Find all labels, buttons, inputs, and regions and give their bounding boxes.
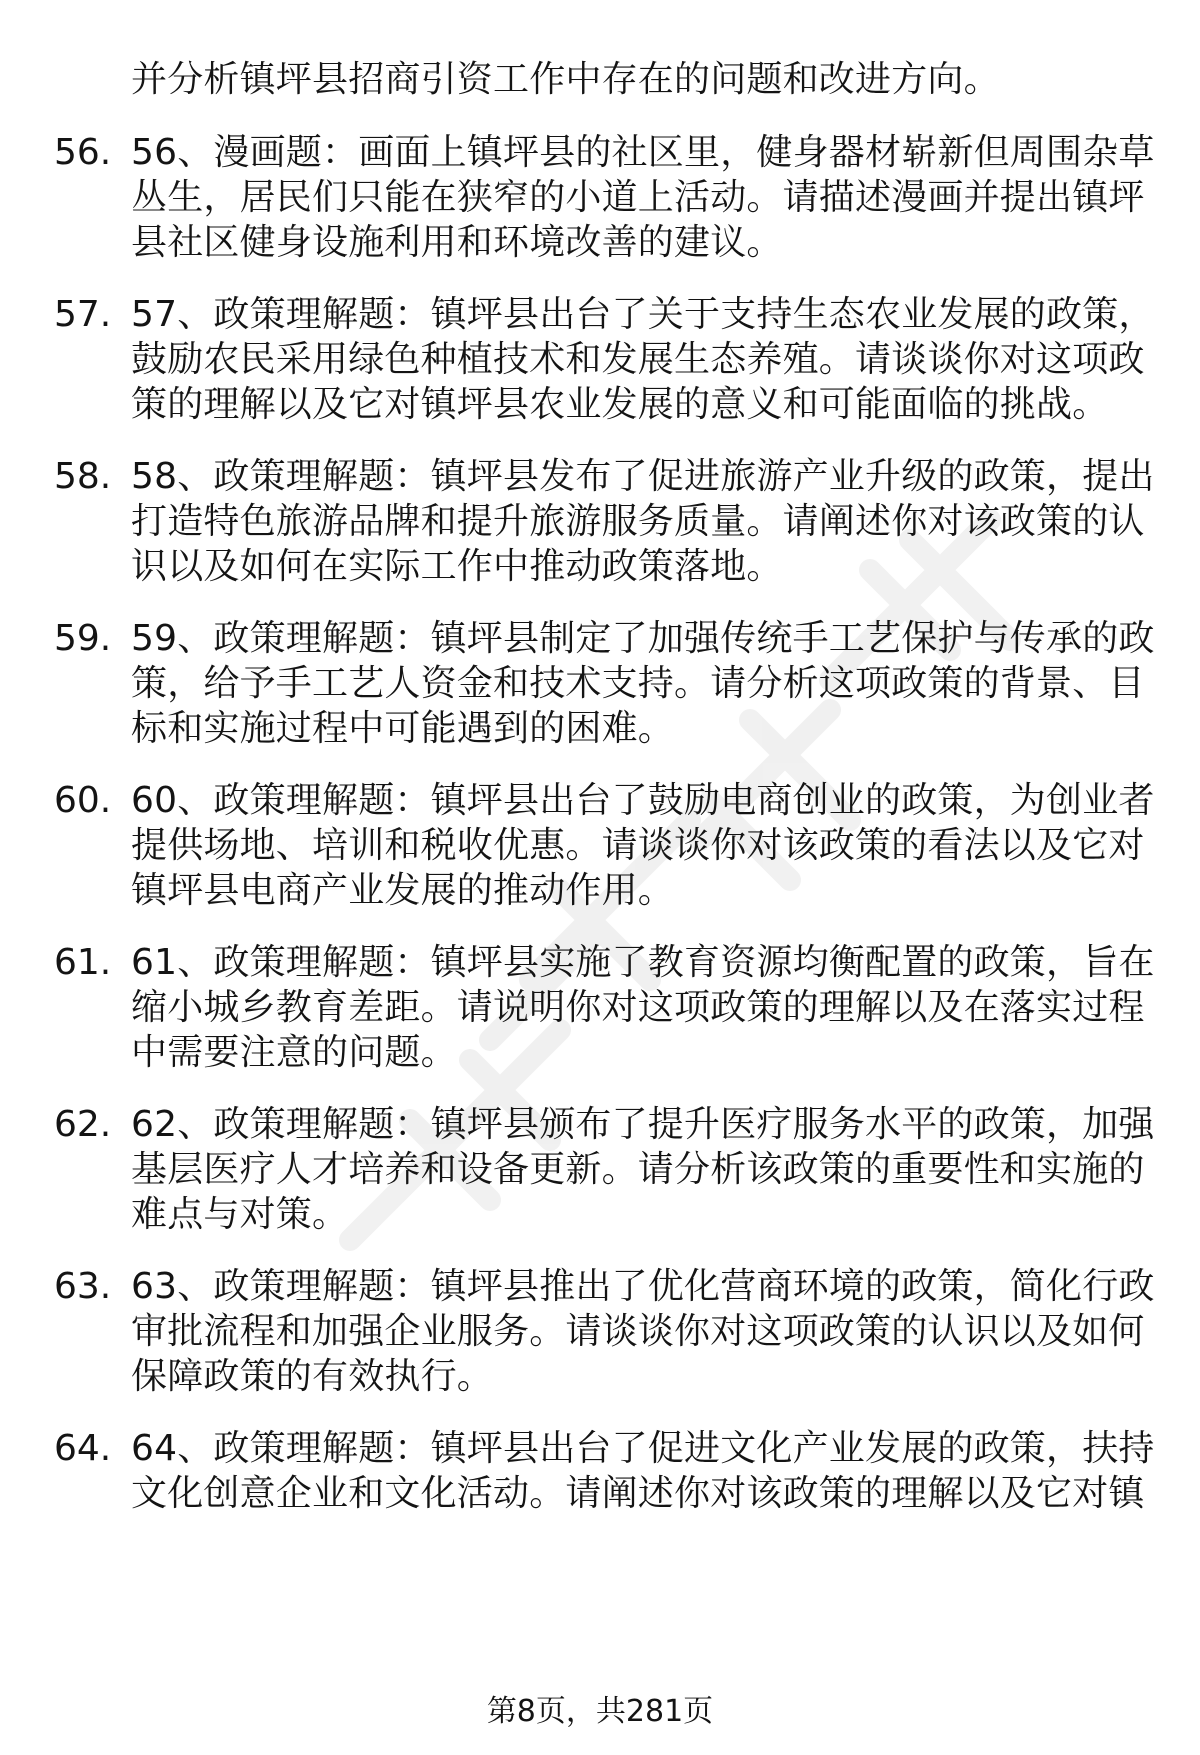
item-line: 缩小城乡教育差距。请说明你对这项政策的理解以及在落实过程 [131, 987, 1145, 1028]
item-line: 文化创意企业和文化活动。请阐述你对该政策的理解以及它对镇 [131, 1473, 1145, 1514]
item-line: 镇坪县电商产业发展的推动作用。 [131, 870, 675, 911]
item-line: 审批流程和加强企业服务。请谈谈你对这项政策的认识以及如何 [131, 1311, 1145, 1352]
item-line: 识以及如何在实际工作中推动政策落地。 [131, 546, 783, 587]
item-number: 62. [54, 1104, 112, 1145]
item-line: 59、政策理解题：镇坪县制定了加强传统手工艺保护与传承的政 [131, 618, 1155, 659]
item-number: 57. [54, 294, 112, 335]
item-number: 60. [54, 780, 112, 821]
item-number: 61. [54, 942, 112, 983]
item-line: 62、政策理解题：镇坪县颁布了提升医疗服务水平的政策，加强 [131, 1104, 1155, 1145]
item-line: 60、政策理解题：镇坪县出台了鼓励电商创业的政策，为创业者 [131, 780, 1155, 821]
item-line: 难点与对策。 [131, 1194, 349, 1235]
item-line: 64、政策理解题：镇坪县出台了促进文化产业发展的政策，扶持 [131, 1428, 1155, 1469]
item-line: 策的理解以及它对镇坪县农业发展的意义和可能面临的挑战。 [131, 384, 1109, 425]
continuation-text: 并分析镇坪县招商引资工作中存在的问题和改进方向。 [131, 59, 1000, 100]
item-line: 基层医疗人才培养和设备更新。请分析该政策的重要性和实施的 [131, 1149, 1145, 1190]
item-number: 63. [54, 1266, 112, 1307]
item-number: 59. [54, 618, 112, 659]
item-line: 提供场地、培训和税收优惠。请谈谈你对该政策的看法以及它对 [131, 825, 1145, 866]
item-line: 打造特色旅游品牌和提升旅游服务质量。请阐述你对该政策的认 [131, 501, 1145, 542]
item-line: 56、漫画题：画面上镇坪县的社区里，健身器材崭新但周围杂草 [131, 132, 1155, 173]
item-number: 56. [54, 132, 112, 173]
item-line: 58、政策理解题：镇坪县发布了促进旅游产业升级的政策，提出 [131, 456, 1155, 497]
item-line: 鼓励农民采用绿色种植技术和发展生态养殖。请谈谈你对这项政 [131, 339, 1145, 380]
item-line: 县社区健身设施利用和环境改善的建议。 [131, 222, 783, 263]
item-line: 丛生，居民们只能在狭窄的小道上活动。请描述漫画并提出镇坪 [131, 177, 1145, 218]
item-line: 57、政策理解题：镇坪县出台了关于支持生态农业发展的政策， [131, 294, 1155, 335]
item-line: 策，给予手工艺人资金和技术支持。请分析这项政策的背景、目 [131, 663, 1145, 704]
item-line: 保障政策的有效执行。 [131, 1356, 494, 1397]
item-line: 标和实施过程中可能遇到的困难。 [131, 708, 675, 749]
item-line: 61、政策理解题：镇坪县实施了教育资源均衡配置的政策，旨在 [131, 942, 1155, 983]
item-number: 64. [54, 1428, 112, 1469]
page-footer: 第8页，共281页 [486, 1694, 714, 1729]
item-line: 63、政策理解题：镇坪县推出了优化营商环境的政策，简化行政 [131, 1266, 1155, 1307]
item-number: 58. [54, 456, 112, 497]
item-line: 中需要注意的问题。 [131, 1032, 457, 1073]
